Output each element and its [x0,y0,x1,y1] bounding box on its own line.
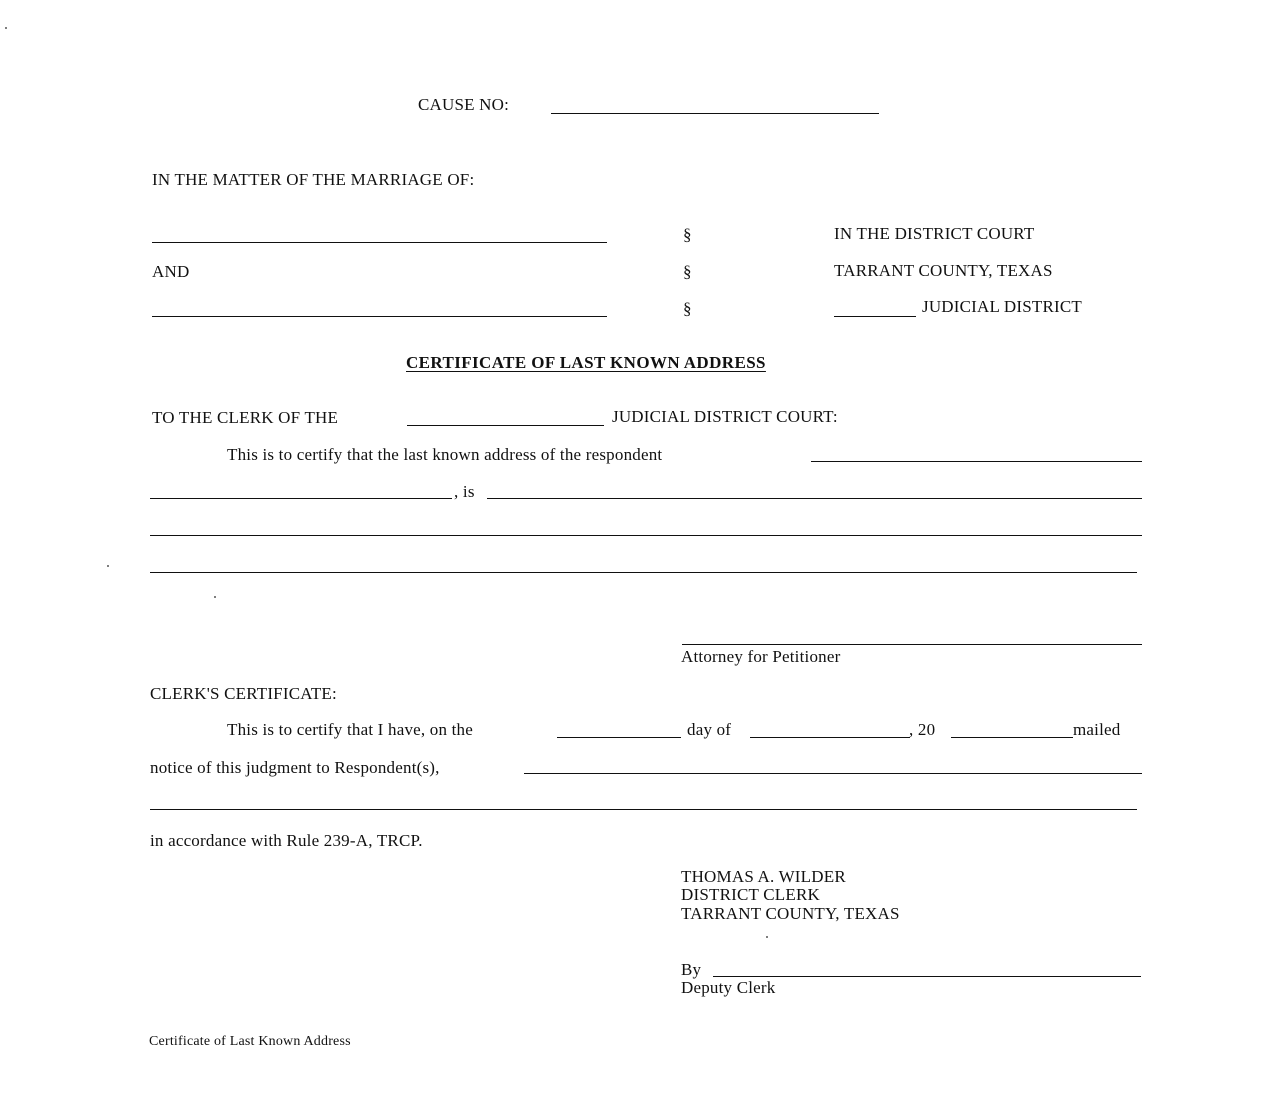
section-symbol-3: § [683,299,692,318]
address-line-1[interactable] [487,498,1142,499]
respondents-field[interactable] [524,773,1142,774]
day-of-text: day of [687,720,732,739]
clerk-county: TARRANT COUNTY, TEXAS [681,904,900,923]
respondent-name-field[interactable] [152,316,607,317]
respondent-field[interactable] [811,461,1142,462]
is-text: , is [454,482,475,501]
certify-address-text: This is to certify that the last known address of the respondent [227,445,663,464]
cause-no-field[interactable] [551,113,879,114]
clerk-certificate-heading: CLERK'S CERTIFICATE: [150,684,337,703]
court-line-3: JUDICIAL DISTRICT [922,297,1083,316]
accordance-text: in accordance with Rule 239-A, TRCP. [150,831,423,850]
year-field[interactable] [951,737,1073,738]
attorney-label: Attorney for Petitioner [681,647,841,666]
petitioner-name-field[interactable] [152,242,607,243]
document-title: CERTIFICATE OF LAST KNOWN ADDRESS [406,353,766,372]
attorney-signature-line[interactable] [682,644,1142,645]
court-line-1: IN THE DISTRICT COURT [834,224,1035,243]
scan-speck [107,565,109,567]
district-number-field[interactable] [834,316,916,317]
court-line-2: TARRANT COUNTY, TEXAS [834,261,1053,280]
scan-speck [214,596,216,598]
cause-no-label: CAUSE NO: [418,95,510,114]
day-field[interactable] [557,737,681,738]
clerk-title: DISTRICT CLERK [681,885,820,904]
scan-speck [766,936,768,938]
year-prefix-text: , 20 [909,720,936,739]
footer-text: Certificate of Last Known Address [149,1034,351,1049]
deputy-clerk-label: Deputy Clerk [681,978,776,997]
clerk-certify-text: This is to certify that I have, on the [227,720,474,739]
and-label: AND [152,262,190,281]
mailed-text: mailed [1073,720,1121,739]
to-clerk-prefix: TO THE CLERK OF THE [152,408,339,427]
respondent-name-field-2[interactable] [150,498,452,499]
matter-label: IN THE MATTER OF THE MARRIAGE OF: [152,170,475,189]
scan-speck [5,27,7,29]
address-line-3[interactable] [150,572,1137,573]
by-label: By [681,960,702,979]
section-symbol-2: § [683,262,692,281]
clerk-name: THOMAS A. WILDER [681,867,846,886]
to-clerk-suffix: JUDICIAL DISTRICT COURT: [612,407,838,426]
deputy-signature-line[interactable] [713,976,1141,977]
section-symbol-1: § [683,225,692,244]
month-field[interactable] [750,737,910,738]
address-line-2[interactable] [150,535,1142,536]
notice-text: notice of this judgment to Respondent(s), [150,758,440,777]
respondents-field-2[interactable] [150,809,1137,810]
court-number-field[interactable] [407,425,604,426]
